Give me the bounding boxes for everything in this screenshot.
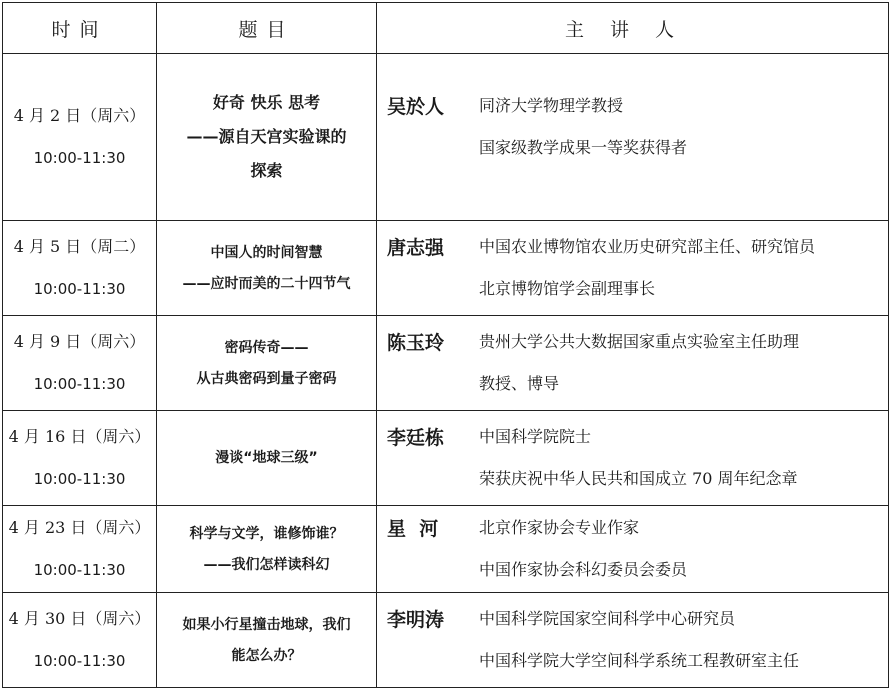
topic-line: 好奇 快乐 思考	[212, 93, 321, 112]
speaker-title-line: 中国农业博物馆农业历史研究部主任、研究馆员	[479, 237, 816, 256]
speaker-name: 李明涛	[387, 609, 445, 631]
speaker-title-line: 中国科学院院士	[479, 427, 592, 446]
speaker-title-line: 中国科学院国家空间科学中心研究员	[479, 609, 736, 628]
speaker-cell	[377, 316, 889, 411]
speaker-name: 唐志强	[387, 237, 445, 259]
time-cell	[3, 316, 157, 411]
topic-cell	[157, 411, 377, 506]
topic-line: 如果小行星撞击地球，我们	[182, 616, 351, 633]
speaker-cell	[377, 411, 889, 506]
speaker-titles	[479, 331, 878, 395]
schedule-table	[2, 2, 889, 688]
speaker-titles	[479, 608, 878, 672]
speaker-titles	[479, 95, 878, 179]
table-row	[3, 593, 889, 688]
header-time: 时间	[3, 3, 157, 54]
topic-line: 探索	[250, 161, 283, 180]
speaker-titles	[479, 236, 878, 300]
speaker-title-line: 贵州大学公共大数据国家重点实验室主任助理	[479, 332, 800, 351]
time-cell	[3, 221, 157, 316]
speaker-title-line: 同济大学物理学教授	[479, 96, 624, 115]
speaker-title-line: 北京作家协会专业作家	[479, 518, 640, 537]
speaker-name: 陈玉玲	[387, 332, 445, 354]
speaker-cell	[377, 593, 889, 688]
lecture-date: 4 月 9 日（周六）	[13, 332, 146, 351]
lecture-hours: 10:00-11:30	[33, 280, 126, 298]
topic-line: 能怎么办？	[231, 647, 302, 664]
lecture-date: 4 月 30 日（周六）	[8, 609, 151, 628]
topic-line: 密码传奇——	[224, 339, 309, 356]
speaker-cell	[377, 506, 889, 593]
lecture-date: 4 月 23 日（周六）	[8, 518, 151, 537]
speaker-title-line: 国家级教学成果一等奖获得者	[479, 138, 688, 157]
topic-cell	[157, 316, 377, 411]
speaker-name: 李廷栋	[387, 427, 445, 449]
header-topic: 题目	[157, 3, 377, 54]
speaker-titles	[479, 517, 878, 581]
lecture-hours: 10:00-11:30	[33, 652, 126, 670]
header-speaker: 主讲人	[377, 3, 889, 54]
speaker-cell	[377, 221, 889, 316]
topic-cell	[157, 221, 377, 316]
speaker-name: 星 河	[387, 518, 439, 540]
lecture-hours: 10:00-11:30	[33, 561, 126, 579]
table-row	[3, 221, 889, 316]
topic-line: ——我们怎样读科幻	[203, 556, 330, 573]
time-cell	[3, 506, 157, 593]
topic-cell	[157, 506, 377, 593]
topic-line: 从古典密码到量子密码	[196, 370, 337, 387]
time-cell	[3, 593, 157, 688]
lecture-date: 4 月 5 日（周二）	[13, 237, 146, 256]
lecture-hours: 10:00-11:30	[33, 149, 126, 167]
speaker-title-line: 北京博物馆学会副理事长	[479, 279, 656, 298]
lecture-date: 4 月 16 日（周六）	[8, 427, 151, 446]
topic-line: 中国人的时间智慧	[210, 244, 323, 261]
time-cell	[3, 54, 157, 221]
speaker-title-line: 教授、博导	[479, 374, 560, 393]
topic-line: ——应时而美的二十四节气	[182, 275, 351, 292]
topic-cell	[157, 54, 377, 221]
lecture-hours: 10:00-11:30	[33, 470, 126, 488]
speaker-title-line: 中国作家协会科幻委员会委员	[479, 560, 688, 579]
topic-line: 漫谈“地球三级”	[215, 450, 318, 466]
speaker-title-line: 荣获庆祝中华人民共和国成立 70 周年纪念章	[479, 469, 798, 488]
speaker-title-line: 中国科学院大学空间科学系统工程教研室主任	[479, 651, 800, 670]
lecture-hours: 10:00-11:30	[33, 375, 126, 393]
speaker-name: 吴於人	[387, 96, 445, 118]
topic-cell	[157, 593, 377, 688]
header-row	[3, 3, 889, 54]
lecture-date: 4 月 2 日（周六）	[13, 106, 146, 125]
table-row	[3, 316, 889, 411]
table-row	[3, 506, 889, 593]
table-row	[3, 411, 889, 506]
topic-line: ——源自天宫实验课的	[186, 127, 347, 146]
speaker-titles	[479, 426, 878, 490]
table-row	[3, 54, 889, 221]
time-cell	[3, 411, 157, 506]
speaker-cell	[377, 54, 889, 221]
topic-line: 科学与文学，谁修饰谁？	[189, 525, 344, 542]
